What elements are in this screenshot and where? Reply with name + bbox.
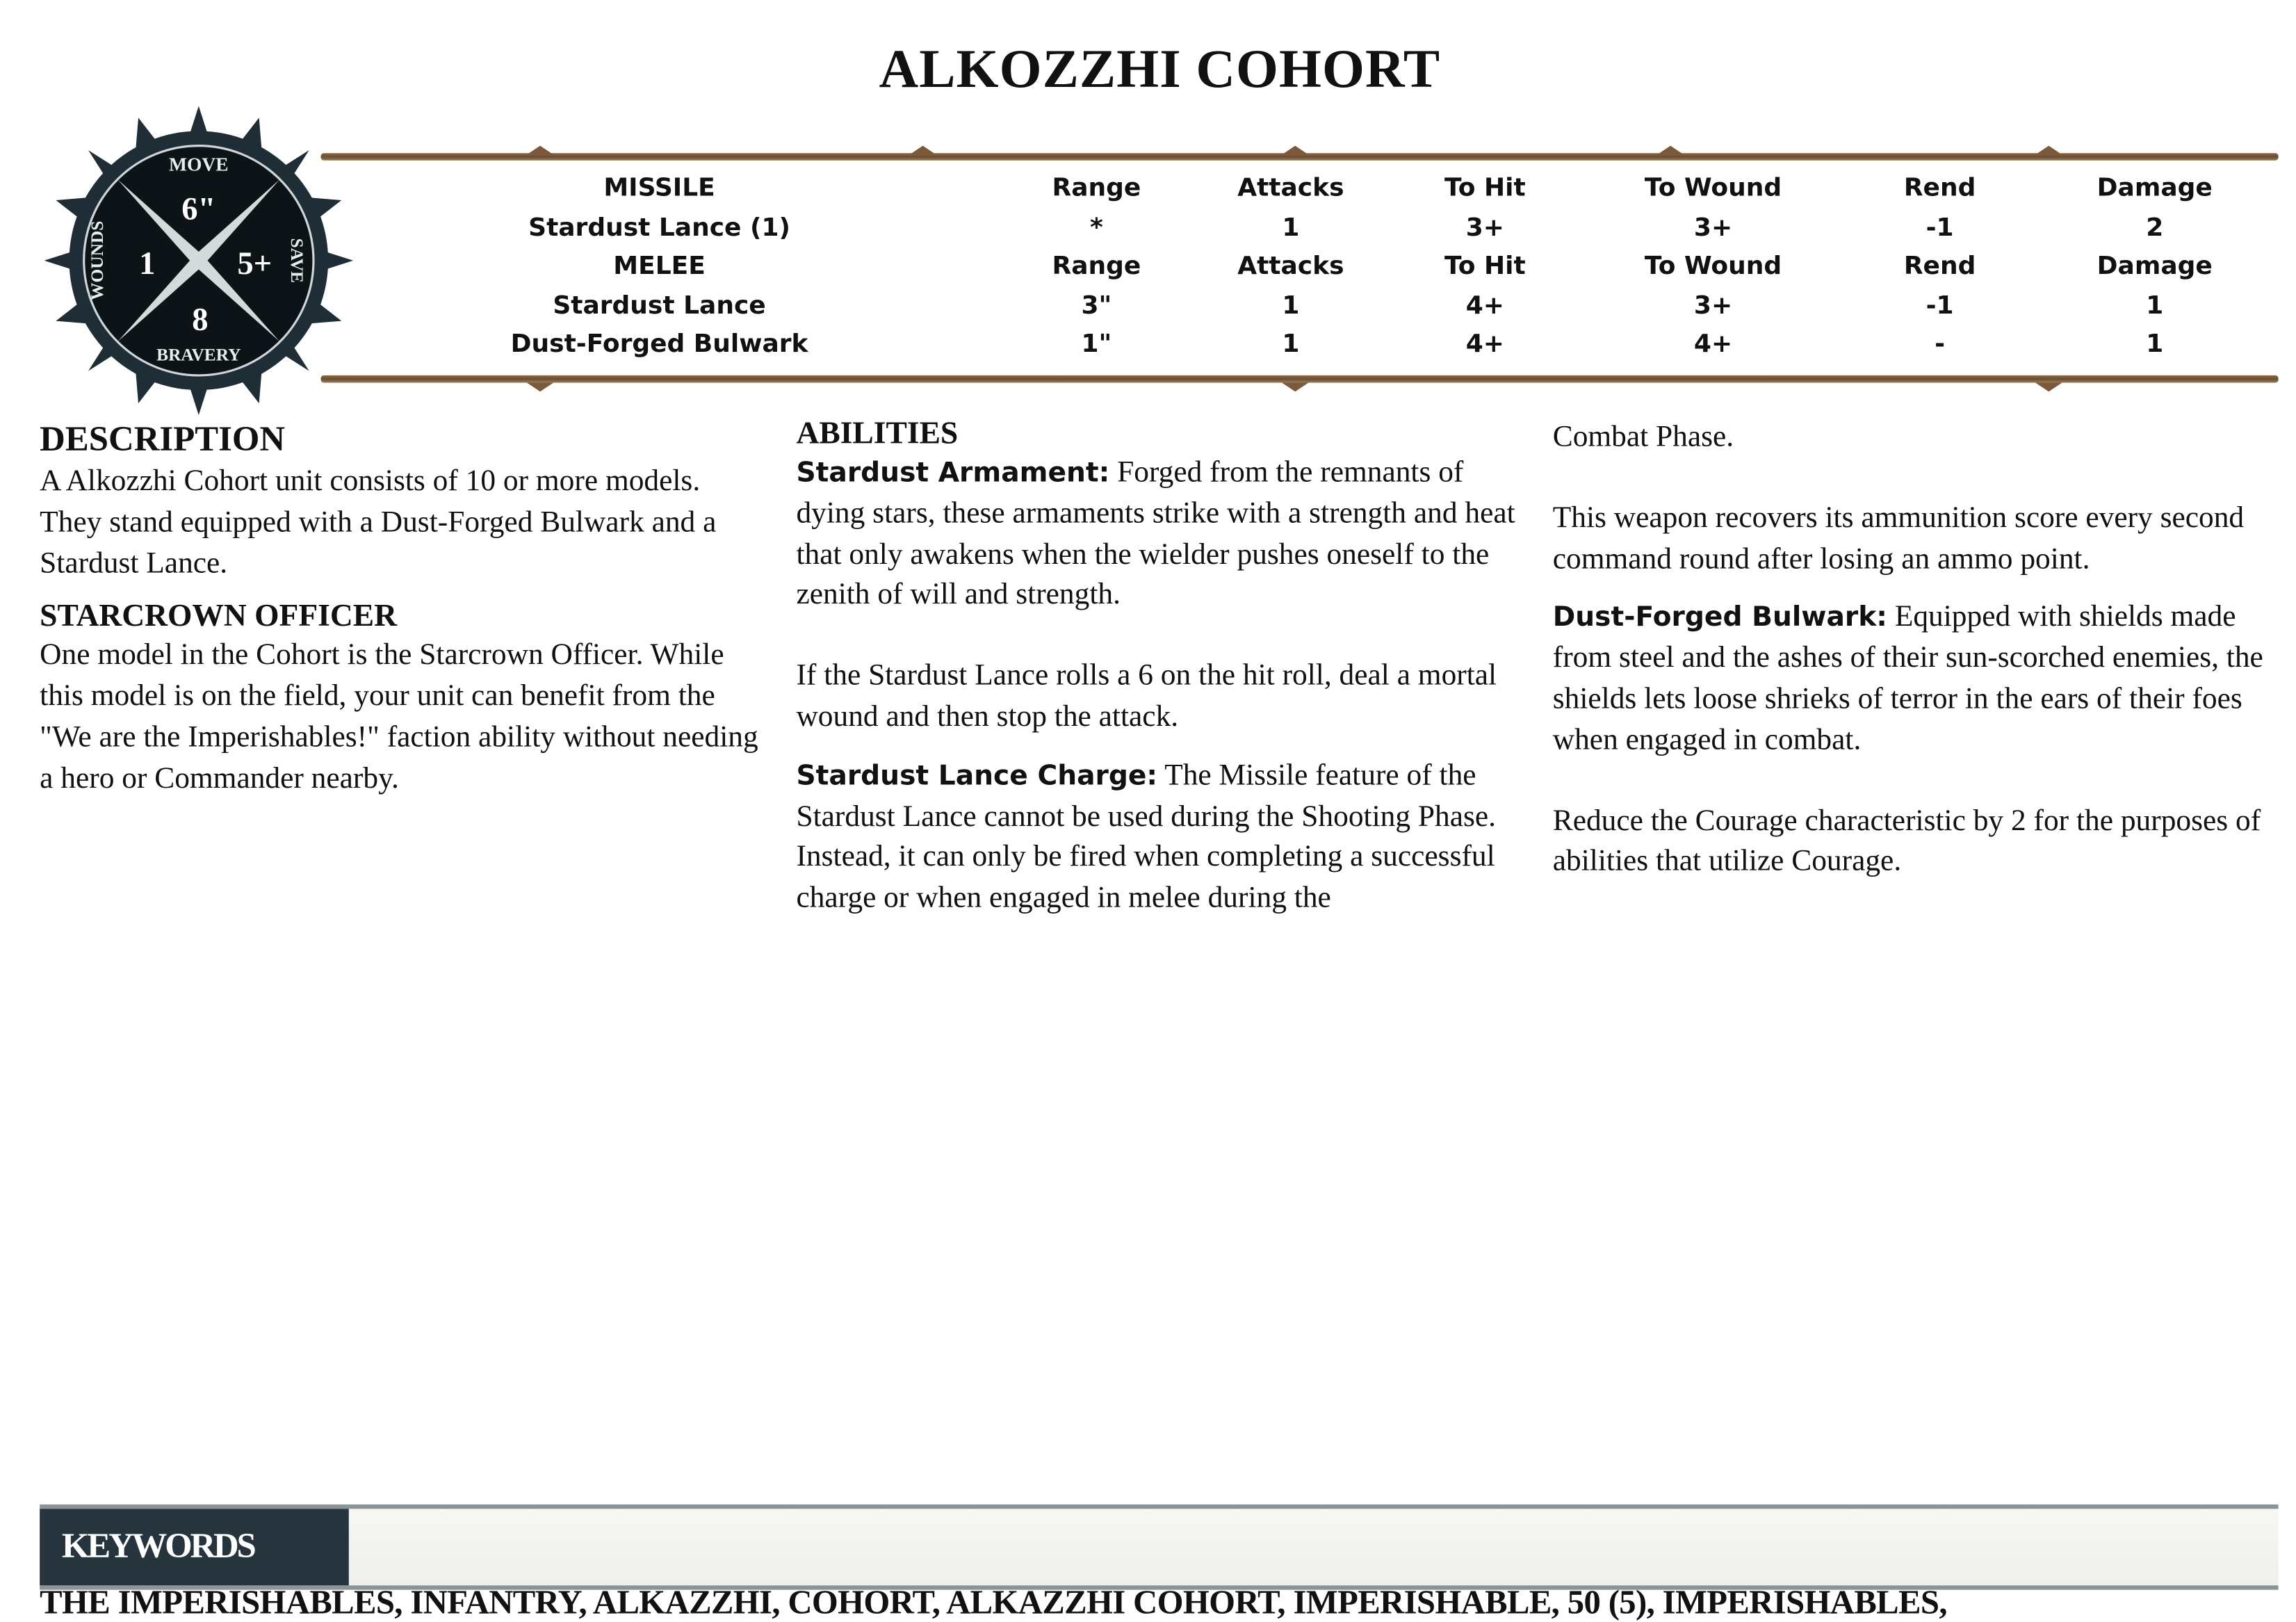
table-cell: Damage bbox=[2096, 252, 2213, 282]
table-cell: To Hit bbox=[1444, 173, 1526, 204]
table-cell: Stardust Lance bbox=[553, 291, 766, 321]
table-cell: To Wound bbox=[1644, 252, 1782, 282]
table-cell: Attacks bbox=[1237, 252, 1344, 282]
officer-text: One model in the Cohort is the Starcrown Officer. While this model is on the field, your unit can benefit from the "We are the Imperishables!" faction ability without needing a hero or Commander nearby. bbox=[40, 639, 758, 795]
table-cell: Range bbox=[1052, 173, 1141, 204]
table-cell: 1 bbox=[2146, 330, 2164, 359]
weapons-header-row bbox=[0, 252, 2296, 291]
table-cell: MELEE bbox=[613, 252, 706, 282]
table-cell: Rend bbox=[1903, 252, 1976, 282]
ability-text: Equipped with shields made from steel and the ashes of their sun-scorched enemies, the shields lets loose shrieks of terror in the ears of their foes when engaged in combat. bbox=[1552, 601, 2263, 756]
table-cell: 1 bbox=[2146, 291, 2164, 321]
ability-text: Forged from the remnants of dying stars, these armaments strike with a strength and heat that only awakens when the wielder pushes oneself to the zenith of will and strength. bbox=[796, 456, 1515, 612]
ability-text: The Missile feature of the Stardust Lance cannot be used during the Shooting Phase. Instead, it can only be fired when completing a successful charge or when engaged in melee during the bbox=[796, 759, 1497, 915]
ability-stardust-armament bbox=[796, 453, 1524, 617]
ability-name: Dust-Forged Bulwark: bbox=[1552, 602, 1887, 634]
wounds-value: 1 bbox=[139, 245, 156, 282]
weapon-row bbox=[0, 291, 2296, 330]
table-cell: 3+ bbox=[1465, 212, 1504, 243]
ability-name: Stardust Armament: bbox=[796, 457, 1110, 489]
ability-text-2: Reduce the Courage characteristic by 2 for the purposes of abilities that utilize Courage. bbox=[1552, 804, 2261, 878]
description-heading: DESCRIPTION bbox=[40, 421, 286, 460]
wounds-label: WOUNDS bbox=[88, 220, 108, 300]
keywords-label: KEYWORDS bbox=[40, 1509, 349, 1585]
table-cell: 1 bbox=[1282, 330, 1300, 359]
bravery-label: BRAVERY bbox=[156, 345, 241, 365]
table-cell: 1 bbox=[1282, 212, 1300, 243]
abilities-heading: ABILITIES bbox=[796, 415, 959, 451]
ability-continuation: Combat Phase. bbox=[1552, 421, 1734, 454]
table-cell: Range bbox=[1052, 252, 1141, 282]
table-cell: 2 bbox=[2146, 212, 2164, 243]
table-cell: MISSILE bbox=[603, 173, 715, 204]
weapons-header-row bbox=[0, 174, 2296, 213]
ability-text-2: If the Stardust Lance rolls a 6 on the hit roll, deal a mortal wound and then stop the attack. bbox=[796, 659, 1497, 733]
table-cell: 3+ bbox=[1693, 291, 1733, 321]
table-cell: Dust-Forged Bulwark bbox=[510, 330, 808, 359]
table-cell: 3" bbox=[1081, 291, 1112, 321]
table-cell: To Hit bbox=[1444, 252, 1526, 282]
table-cell: Damage bbox=[2096, 173, 2213, 204]
abilities-column-2 bbox=[1553, 418, 2281, 883]
table-cell: Stardust Lance (1) bbox=[528, 212, 790, 243]
save-value: 5+ bbox=[237, 245, 272, 282]
ability-stardust-lance-charge bbox=[796, 756, 1524, 920]
save-label: SAVE bbox=[287, 238, 307, 283]
table-bottom-rule bbox=[321, 375, 2279, 383]
weapon-row bbox=[0, 330, 2296, 368]
table-cell: -1 bbox=[1925, 291, 1954, 321]
officer-heading: STARCROWN OFFICER bbox=[40, 598, 398, 634]
table-cell: 4+ bbox=[1465, 291, 1504, 321]
table-cell: 3+ bbox=[1693, 212, 1733, 243]
ability-text-2: This weapon recovers its ammunition score every second command round after losing an ammo point. bbox=[1552, 501, 2245, 576]
abilities-column bbox=[796, 414, 1524, 920]
table-top-rule bbox=[321, 153, 2279, 161]
table-cell: Attacks bbox=[1237, 173, 1344, 204]
table-cell: * bbox=[1089, 212, 1103, 243]
table-cell: - bbox=[1935, 330, 1946, 359]
description-text: A Alkozzhi Cohort unit consists of 10 or more models. They stand equipped with a Dust-Forged Bulwark and a Stardust Lance. bbox=[40, 465, 717, 580]
keywords-text: THE IMPERISHABLES, INFANTRY, ALKAZZHI, COHORT, ALKAZZHI COHORT, IMPERISHABLE, 50 (5), IMPERISHABLES, bbox=[40, 1584, 1947, 1621]
table-cell: 1 bbox=[1282, 291, 1300, 321]
weapons-table bbox=[0, 174, 2296, 369]
table-cell: Rend bbox=[1903, 173, 1976, 204]
table-cell: 4+ bbox=[1465, 330, 1504, 359]
ability-dust-forged-bulwark bbox=[1553, 598, 2281, 761]
ability-name: Stardust Lance Charge: bbox=[796, 761, 1158, 792]
description-column bbox=[40, 418, 768, 800]
keywords-bar bbox=[40, 1505, 2278, 1590]
weapon-row bbox=[0, 213, 2296, 252]
move-label: MOVE bbox=[169, 153, 229, 175]
move-value: 6" bbox=[181, 190, 216, 227]
bravery-value: 8 bbox=[192, 301, 209, 338]
table-cell: To Wound bbox=[1644, 173, 1782, 204]
table-cell: -1 bbox=[1925, 212, 1954, 243]
unit-title: ALKOZZHI COHORT bbox=[879, 40, 1441, 100]
table-cell: 1" bbox=[1081, 330, 1112, 359]
table-cell: 4+ bbox=[1693, 330, 1733, 359]
